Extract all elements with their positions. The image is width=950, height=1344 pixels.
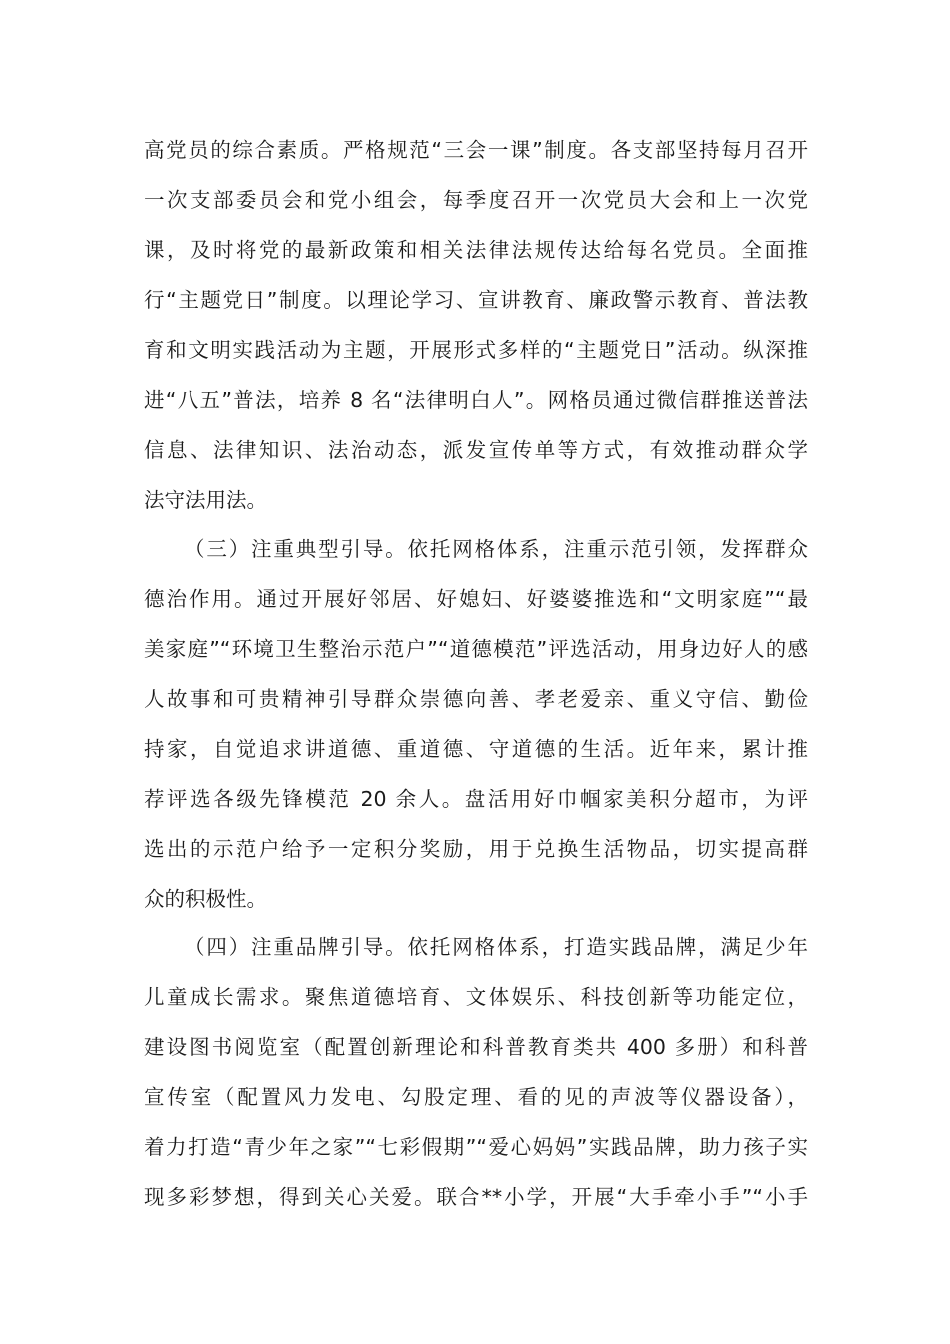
text-line: 人故事和可贵精神引导群众崇德向善、孝老爱亲、重义守信、勤俭	[144, 687, 808, 711]
text-line: 法守法用法。	[144, 488, 267, 512]
text-line: 一次支部委员会和党小组会，每季度召开一次党员大会和上一次党	[144, 188, 808, 212]
text-line: 选出的示范户给予一定积分奖励，用于兑换生活物品，切实提高群	[144, 837, 808, 861]
text-line: 众的积极性。	[144, 887, 267, 911]
text-line: 进“八五”普法，培养 8 名“法律明白人”。网格员通过微信群推送普法	[144, 388, 808, 412]
text-line: 美家庭”“环境卫生整治示范户”“道德模范”评选活动，用身边好人的感	[144, 637, 808, 661]
paragraph-4-first-line: （四）注重品牌引导。依托网格体系，打造实践品牌，满足少年	[184, 935, 808, 959]
text-line: 儿童成长需求。聚焦道德培育、文体娱乐、科技创新等功能定位，	[144, 985, 808, 1009]
text-line: 建设图书阅览室（配置创新理论和科普教育类共 400 多册）和科普	[144, 1035, 808, 1059]
paragraph-3-first-line: （三）注重典型引导。依托网格体系，注重示范引领，发挥群众	[184, 537, 808, 561]
text-line: 着力打造“青少年之家”“七彩假期”“爱心妈妈”实践品牌，助力孩子实	[144, 1135, 808, 1159]
text-line: 高党员的综合素质。严格规范“三会一课”制度。各支部坚持每月召开	[144, 138, 808, 162]
text-line: 信息、法律知识、法治动态，派发宣传单等方式，有效推动群众学	[144, 438, 808, 462]
text-line: 德治作用。通过开展好邻居、好媳妇、好婆婆推选和“文明家庭”“最	[144, 587, 808, 611]
text-line: 荐评选各级先锋模范 20 余人。盘活用好巾帼家美积分超市，为评	[144, 787, 808, 811]
text-line: 现多彩梦想，得到关心关爱。联合**小学，开展“大手牵小手”“小手	[144, 1185, 808, 1209]
text-line: 持家，自觉追求讲道德、重道德、守道德的生活。近年来，累计推	[144, 737, 808, 761]
text-line: 课，及时将党的最新政策和相关法律法规传达给每名党员。全面推	[144, 238, 808, 262]
text-line: 行“主题党日”制度。以理论学习、宣讲教育、廉政警示教育、普法教	[144, 288, 808, 312]
text-line: 育和文明实践活动为主题，开展形式多样的“主题党日”活动。纵深推	[144, 338, 808, 362]
text-line: 宣传室（配置风力发电、勾股定理、看的见的声波等仪器设备），	[144, 1085, 808, 1109]
